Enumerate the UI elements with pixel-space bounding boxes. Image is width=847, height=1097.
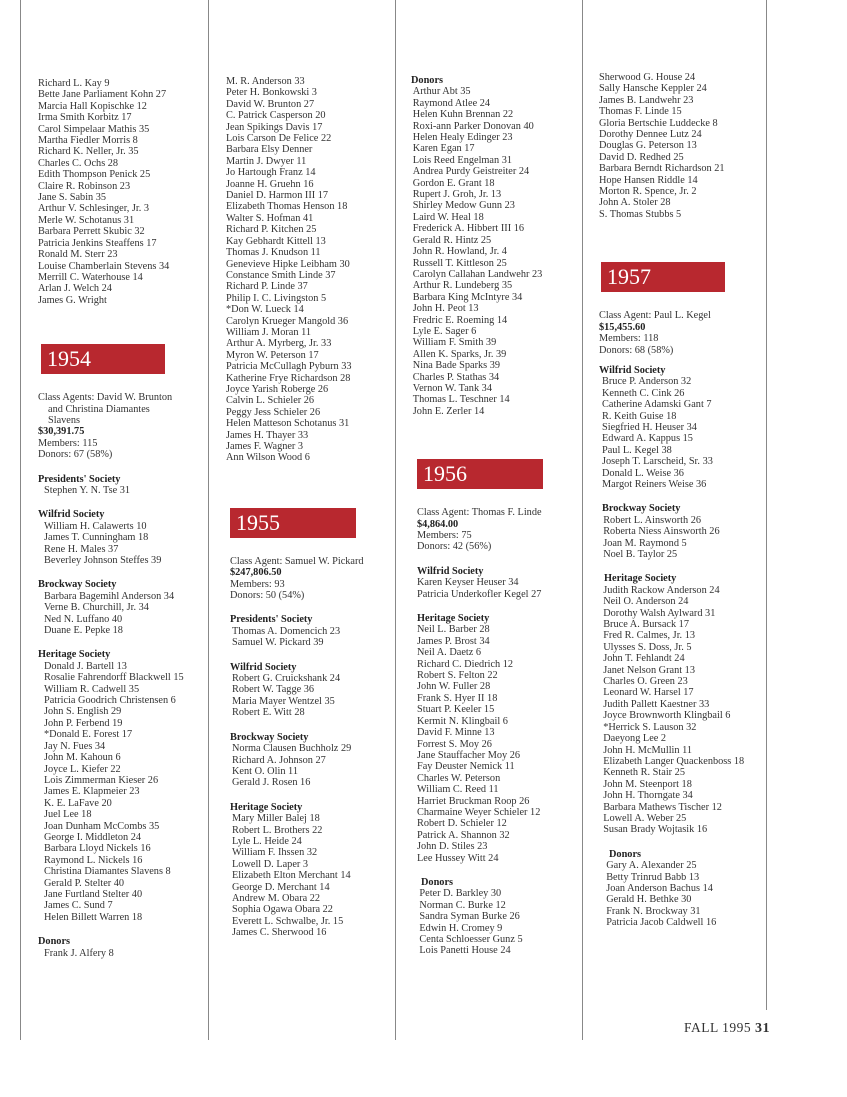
list-item: Charmaine Weyer Schieler 12 bbox=[417, 806, 541, 818]
list-item: Bette Jane Parliament Kohn 27 bbox=[38, 89, 167, 101]
list-item: Judith Pallett Kaestner 33 bbox=[603, 698, 710, 710]
list-item: Lyle L. Heide 24 bbox=[232, 835, 302, 847]
list-item: John W. Fuller 28 bbox=[417, 681, 491, 693]
list-item: *Donald E. Forest 17 bbox=[44, 729, 133, 741]
list-item: Richard P. Kitchen 25 bbox=[226, 224, 317, 236]
list-item: John A. Stoler 28 bbox=[599, 197, 671, 209]
list-item: Laird W. Heal 18 bbox=[412, 211, 484, 223]
class-year-banner: 1956 bbox=[417, 459, 543, 489]
list-item: Stuart P. Keeler 15 bbox=[417, 704, 495, 716]
section-heading: Heritage Society bbox=[230, 801, 303, 813]
members-count: Members: 75 bbox=[417, 530, 472, 541]
list-item: Dorothy Walsh Aylward 31 bbox=[603, 607, 716, 619]
list-item: Lois Carson De Felice 22 bbox=[226, 133, 332, 145]
list-item: Elizabeth Elton Merchant 14 bbox=[232, 870, 351, 882]
list-item: Carol Simpelaar Mathis 35 bbox=[38, 123, 150, 135]
list-item: Patricia Underkofler Kegel 27 bbox=[417, 588, 542, 600]
list-item: Arlan J. Welch 24 bbox=[38, 283, 112, 295]
list-item: Vernon W. Tank 34 bbox=[412, 382, 492, 394]
list-item: Robert G. Cruickshank 24 bbox=[232, 673, 341, 685]
list-item: Gerald P. Stelter 40 bbox=[44, 877, 125, 889]
list-item: Patricia Jacob Caldwell 16 bbox=[606, 917, 717, 929]
list-item: Margot Reiners Weise 36 bbox=[602, 478, 707, 490]
donors-count: Donors: 50 (54%) bbox=[230, 590, 305, 602]
list-item: Raymond Atlee 24 bbox=[412, 97, 491, 109]
list-item: Verne B. Churchill, Jr. 34 bbox=[44, 602, 149, 614]
list-item: Janet Nelson Grant 13 bbox=[603, 664, 695, 676]
list-item: Lee Hussey Witt 24 bbox=[417, 852, 499, 864]
list-item: Daeyong Lee 2 bbox=[603, 733, 667, 745]
name-list bbox=[226, 673, 364, 719]
section-heading: Donors bbox=[38, 936, 71, 948]
name-list bbox=[599, 515, 744, 561]
list-item: Barbara Mathews Tischer 12 bbox=[603, 801, 722, 813]
list-item: James F. Wagner 3 bbox=[226, 441, 304, 452]
list-item: Neil L. Barber 28 bbox=[417, 624, 490, 636]
name-list bbox=[599, 860, 744, 928]
list-item: Sally Hansche Keppler 24 bbox=[599, 83, 707, 95]
list-item: James C. Sherwood 16 bbox=[232, 927, 327, 939]
list-item: Gloria Bertschie Luddecke 8 bbox=[599, 117, 718, 129]
donors-count: Donors: 67 (58%) bbox=[38, 449, 113, 461]
list-item: Robert W. Tagge 36 bbox=[232, 684, 315, 696]
list-item: George D. Merchant 14 bbox=[232, 881, 330, 893]
list-item: Bruce A. Bursack 17 bbox=[603, 619, 689, 631]
list-item: M. R. Anderson 33 bbox=[226, 76, 305, 87]
list-item: Harriet Bruckman Roop 26 bbox=[417, 795, 530, 807]
column-divider bbox=[766, 0, 767, 1010]
column-divider bbox=[582, 0, 583, 1040]
list-item: Stephen Y. N. Tse 31 bbox=[44, 484, 131, 496]
list-item: Ronald M. Sterr 23 bbox=[38, 249, 118, 261]
list-item: Christina Diamantes Slavens 8 bbox=[44, 866, 171, 878]
name-list bbox=[38, 78, 184, 306]
list-item: Elizabeth Langer Quackenboss 18 bbox=[603, 755, 745, 767]
list-item: Constance Smith Linde 37 bbox=[226, 269, 336, 281]
amount-raised: $30,391.75 bbox=[38, 426, 85, 438]
list-item: Daniel D. Harmon III 17 bbox=[226, 190, 329, 202]
name-list bbox=[226, 813, 364, 938]
list-item: James B. Landwehr 23 bbox=[599, 94, 694, 106]
section-heading: Donors bbox=[609, 848, 642, 860]
list-item: James H. Thayer 33 bbox=[226, 429, 309, 441]
donors-count: Donors: 42 (56%) bbox=[417, 541, 492, 553]
column-4 bbox=[599, 72, 744, 929]
list-item: John P. Ferbend 19 bbox=[44, 717, 123, 729]
section-heading: Heritage Society bbox=[604, 573, 677, 585]
section-heading: Wilfrid Society bbox=[230, 661, 297, 673]
list-item: Walter S. Hofman 41 bbox=[226, 212, 314, 224]
name-list bbox=[226, 626, 364, 649]
class-year-banner: 1954 bbox=[41, 344, 165, 374]
members-count: Members: 115 bbox=[38, 437, 98, 449]
list-item: Fred R. Calmes, Jr. 13 bbox=[603, 630, 695, 642]
list-item: Genevieve Hipke Leibham 30 bbox=[226, 258, 350, 270]
list-item: Kenneth R. Stair 25 bbox=[603, 767, 685, 779]
list-item: Catherine Adamski Gant 7 bbox=[602, 399, 712, 411]
list-item: Jane S. Sabin 35 bbox=[38, 192, 107, 204]
list-item: Peggy Jess Schieler 26 bbox=[226, 406, 321, 418]
list-item: and Christina Diamantes bbox=[48, 403, 150, 415]
list-item: Joseph T. Larscheid, Sr. 33 bbox=[602, 456, 713, 468]
list-item: Rene H. Males 37 bbox=[44, 543, 119, 555]
column-3 bbox=[411, 75, 543, 957]
section-heading: Presidents' Society bbox=[230, 614, 313, 626]
list-item: Gary A. Alexander 25 bbox=[606, 860, 697, 872]
list-item: John D. Stiles 23 bbox=[417, 841, 488, 853]
list-item: Gerald J. Rosen 16 bbox=[232, 777, 311, 789]
list-item: Charles W. Peterson bbox=[417, 772, 501, 784]
list-item: Joyce L. Kiefer 22 bbox=[44, 763, 121, 775]
column-2 bbox=[226, 76, 364, 939]
list-item: Richard P. Linde 37 bbox=[226, 281, 308, 293]
list-item: John S. English 29 bbox=[44, 706, 122, 718]
list-item: *Don W. Lueck 14 bbox=[226, 304, 304, 316]
list-item: Gerald R. Hintz 25 bbox=[412, 234, 492, 246]
list-item: Neil O. Anderson 24 bbox=[603, 596, 689, 608]
list-item: Forrest S. Moy 26 bbox=[417, 738, 492, 750]
list-item: Shirley Medow Gunn 23 bbox=[412, 200, 515, 212]
list-item: Carolyn Krueger Mangold 36 bbox=[226, 315, 349, 327]
list-item: James C. Sund 7 bbox=[44, 900, 113, 912]
list-item: Thomas L. Teschner 14 bbox=[412, 394, 510, 406]
name-list bbox=[226, 76, 364, 464]
list-item: Richard K. Neller, Jr. 35 bbox=[38, 146, 139, 158]
column-divider bbox=[395, 0, 396, 1040]
list-item: Jane Stauffacher Moy 26 bbox=[417, 749, 521, 761]
list-item: Arthur R. Lundeberg 35 bbox=[412, 280, 513, 292]
list-item: Barbara Lloyd Nickels 16 bbox=[44, 843, 151, 855]
list-item: Merle W. Schotanus 31 bbox=[38, 214, 135, 226]
section-heading: Brockway Society bbox=[230, 731, 309, 743]
list-item: Joyce Yarish Roberge 26 bbox=[226, 383, 329, 395]
class-agent: Class Agent: Thomas F. Linde bbox=[417, 507, 542, 519]
section-heading: Heritage Society bbox=[417, 613, 490, 625]
list-item: Helen Billett Warren 18 bbox=[44, 911, 143, 923]
section-heading: Brockway Society bbox=[38, 579, 117, 591]
name-list bbox=[599, 585, 744, 836]
list-item: Kenneth C. Cink 26 bbox=[602, 387, 685, 399]
list-item: Lois Reed Engelman 31 bbox=[412, 154, 513, 166]
page-footer bbox=[684, 1020, 770, 1037]
list-item: Claire R. Robinson 23 bbox=[38, 180, 131, 192]
list-item: Fredric E. Roeming 14 bbox=[412, 314, 508, 326]
list-item: R. Keith Guise 18 bbox=[602, 410, 677, 422]
section-heading: Heritage Society bbox=[38, 649, 111, 661]
name-list bbox=[38, 948, 184, 959]
list-item: Barbara Bagemihl Anderson 34 bbox=[44, 590, 175, 602]
list-item: Joan M. Raymond 5 bbox=[603, 537, 687, 549]
list-item: Siegfried H. Heuser 34 bbox=[602, 421, 697, 433]
list-item: Joan Anderson Bachus 14 bbox=[606, 882, 713, 894]
list-item: Roberta Niess Ainsworth 26 bbox=[603, 526, 720, 538]
list-item: Barbara Perrett Skubic 32 bbox=[38, 226, 145, 238]
list-item: K. E. LaFave 20 bbox=[44, 797, 112, 809]
list-item: Sandra Syman Burke 26 bbox=[419, 911, 520, 923]
list-item: Thomas J. Knudson 11 bbox=[226, 247, 321, 259]
list-item: Duane E. Pepke 18 bbox=[44, 625, 123, 637]
list-item: Helen Matteson Schotanus 31 bbox=[226, 418, 350, 430]
section-heading: Donors bbox=[421, 876, 454, 888]
name-list bbox=[411, 577, 543, 600]
name-list bbox=[599, 72, 744, 220]
list-item: Merrill C. Waterhouse 14 bbox=[38, 271, 143, 283]
list-item: Frank S. Hyer II 18 bbox=[417, 692, 498, 704]
list-item: Calvin L. Schieler 26 bbox=[226, 395, 315, 407]
list-item: Kay Gebhardt Kittell 13 bbox=[226, 235, 326, 247]
name-list bbox=[411, 86, 543, 417]
list-item: John M. Kahoun 6 bbox=[44, 752, 121, 764]
list-item: Fay Deuster Nemick 11 bbox=[417, 761, 515, 773]
list-item: Robert L. Brothers 22 bbox=[232, 824, 323, 836]
list-item: Patricia Jenkins Steaffens 17 bbox=[38, 237, 157, 249]
list-item: Juel Lee 18 bbox=[44, 809, 92, 821]
list-item: William R. Cadwell 35 bbox=[44, 683, 140, 695]
list-item: Patrick A. Shannon 32 bbox=[417, 829, 510, 841]
list-item: Jay N. Fues 34 bbox=[44, 740, 106, 752]
list-item: Maria Mayer Wentzel 35 bbox=[232, 695, 335, 707]
list-item: John R. Howland, Jr. 4 bbox=[412, 246, 507, 258]
list-item: Ulysses S. Doss, Jr. 5 bbox=[603, 641, 692, 653]
list-item: Jane Furtland Stelter 40 bbox=[44, 888, 143, 900]
list-item: Russell T. Kittleson 25 bbox=[412, 257, 507, 269]
list-item: William H. Calawerts 10 bbox=[44, 520, 147, 532]
class-agent: Class Agent: Paul L. Kegel bbox=[599, 310, 711, 322]
list-item: Beverley Johnson Steffes 39 bbox=[44, 555, 162, 566]
list-item: Martha Fiedler Morris 8 bbox=[38, 135, 138, 147]
amount-raised: $247,806.50 bbox=[230, 567, 282, 579]
class-agent bbox=[38, 392, 184, 426]
amount-raised: $15,455.60 bbox=[599, 321, 646, 333]
list-item: John H. McMullin 11 bbox=[603, 744, 693, 756]
list-item: Thomas A. Domencich 23 bbox=[232, 625, 341, 637]
section-heading: Donors bbox=[411, 75, 444, 86]
name-list bbox=[38, 485, 184, 496]
list-item: Lois Panetti House 24 bbox=[419, 945, 511, 957]
list-item: David W. Brunton 27 bbox=[226, 98, 315, 110]
list-item: Richard A. Johnson 27 bbox=[232, 754, 326, 766]
list-item: Myron W. Peterson 17 bbox=[226, 349, 319, 361]
class-year-banner: 1955 bbox=[230, 508, 356, 538]
page-number: 31 bbox=[755, 1021, 770, 1036]
amount-raised: $4,864.00 bbox=[417, 518, 459, 530]
list-item: Gerald H. Bethke 30 bbox=[606, 894, 692, 906]
list-item: James E. Klapmeier 23 bbox=[44, 786, 140, 798]
list-item: Class Agents: David W. Brunton bbox=[38, 392, 173, 404]
members-count: Members: 93 bbox=[230, 578, 285, 590]
list-item: Samuel W. Pickard 39 bbox=[232, 637, 324, 649]
name-list bbox=[38, 521, 184, 567]
list-item: Louise Chamberlain Stevens 34 bbox=[38, 260, 170, 272]
column-1 bbox=[38, 78, 184, 959]
list-item: Helen Kuhn Brennan 22 bbox=[412, 109, 514, 121]
list-item: Morton R. Spence, Jr. 2 bbox=[599, 186, 697, 198]
list-item: Martin J. Dwyer 11 bbox=[226, 155, 307, 167]
list-item: Robert L. Ainsworth 26 bbox=[603, 514, 702, 526]
list-item: Frank J. Alfery 8 bbox=[44, 947, 114, 959]
list-item: Everett L. Schwalbe, Jr. 15 bbox=[232, 915, 344, 927]
class-agent: Class Agent: Samuel W. Pickard bbox=[230, 555, 364, 567]
list-item: Gordon E. Grant 18 bbox=[412, 177, 495, 189]
list-item: Karen Keyser Heuser 34 bbox=[417, 577, 519, 589]
list-item: Patricia Goodrich Christensen 6 bbox=[44, 695, 176, 707]
list-item: Frederick A. Hibbert III 16 bbox=[412, 223, 525, 235]
list-item: Joan Dunham McCombs 35 bbox=[44, 820, 160, 832]
donors-count: Donors: 68 (58%) bbox=[599, 344, 674, 356]
list-item: Susan Brady Wojtasik 16 bbox=[603, 824, 708, 836]
list-item: S. Thomas Stubbs 5 bbox=[599, 208, 682, 220]
list-item: Dorothy Dennee Lutz 24 bbox=[599, 129, 702, 141]
list-item: John M. Steenport 18 bbox=[603, 778, 692, 790]
list-item: Peter H. Bonkowski 3 bbox=[226, 87, 317, 99]
list-item: Richard L. Kay 9 bbox=[38, 78, 110, 89]
list-item: William C. Reed 11 bbox=[417, 784, 499, 796]
list-item: Lowell A. Weber 25 bbox=[603, 812, 687, 824]
list-item: Richard C. Diedrich 12 bbox=[417, 658, 514, 670]
list-item: Jean Spikings Davis 17 bbox=[226, 121, 323, 133]
list-item: Charles P. Stathas 34 bbox=[412, 371, 500, 383]
list-item: Robert E. Witt 28 bbox=[232, 707, 305, 719]
list-item: Norman C. Burke 12 bbox=[419, 899, 506, 911]
list-item: James T. Cunningham 18 bbox=[44, 532, 149, 544]
list-item: Elizabeth Thomas Henson 18 bbox=[226, 201, 348, 213]
class-year-banner: 1957 bbox=[601, 262, 725, 292]
list-item: David F. Minne 13 bbox=[417, 727, 495, 739]
list-item: Hope Hansen Riddle 14 bbox=[599, 174, 698, 186]
list-item: Bruce P. Anderson 32 bbox=[602, 376, 692, 388]
list-item: Andrea Purdy Geistreiter 24 bbox=[412, 166, 530, 178]
list-item: Andrew M. Obara 22 bbox=[232, 892, 321, 904]
list-item: William F. Ihssen 32 bbox=[232, 847, 318, 859]
list-item: Betty Trinrud Babb 13 bbox=[606, 871, 700, 883]
list-item: Donald J. Bartell 13 bbox=[44, 660, 127, 672]
list-item: Neil A. Daetz 6 bbox=[417, 647, 482, 659]
list-item: John T. Fehlandt 24 bbox=[603, 653, 685, 665]
list-item: Carolyn Callahan Landwehr 23 bbox=[412, 268, 543, 280]
list-item: Katherine Frye Richardson 28 bbox=[226, 372, 351, 384]
list-item: Norma Clausen Buchholz 29 bbox=[232, 743, 352, 755]
list-item: Rosalie Fahrendorff Blackwell 15 bbox=[44, 672, 184, 684]
list-item: Rupert J. Groh, Jr. 13 bbox=[412, 189, 502, 201]
list-item: Kent O. Olin 11 bbox=[232, 765, 298, 777]
name-list bbox=[411, 888, 543, 956]
list-item: Peter D. Barkley 30 bbox=[419, 888, 502, 900]
list-item: Edith Thompson Penick 25 bbox=[38, 169, 151, 181]
list-item: Arthur Abt 35 bbox=[412, 86, 471, 98]
list-item: Edward A. Kappus 15 bbox=[602, 433, 693, 445]
list-item: Frank N. Brockway 31 bbox=[606, 905, 701, 917]
list-item: Kermit N. Klingbail 6 bbox=[417, 715, 508, 727]
list-item: Karen Egan 17 bbox=[412, 143, 475, 155]
members-count: Members: 118 bbox=[599, 333, 659, 345]
list-item: *Herrick S. Lauson 32 bbox=[603, 721, 697, 733]
list-item: Donald L. Weise 36 bbox=[602, 467, 684, 479]
list-item: Jo Hartough Franz 14 bbox=[226, 167, 316, 179]
list-item: Charles C. Ochs 28 bbox=[38, 157, 119, 169]
list-item: Sophia Ogawa Obara 22 bbox=[232, 904, 333, 916]
list-item: Edwin H. Cromey 9 bbox=[419, 922, 503, 934]
name-list bbox=[38, 591, 184, 637]
list-item: Centa Schloesser Gunz 5 bbox=[419, 934, 523, 945]
list-item: William F. Smith 39 bbox=[412, 337, 497, 349]
list-item: James G. Wright bbox=[38, 294, 107, 306]
list-item: Allen K. Sparks, Jr. 39 bbox=[412, 348, 507, 360]
list-item: Joyce Brownworth Klingbail 6 bbox=[603, 710, 731, 722]
list-item: Patricia McCullagh Pyburn 33 bbox=[226, 361, 352, 373]
list-item: Arthur V. Schlesinger, Jr. 3 bbox=[38, 203, 150, 215]
section-heading: Brockway Society bbox=[602, 503, 681, 515]
list-item: Douglas G. Peterson 13 bbox=[599, 140, 697, 152]
list-item: Roxi-ann Parker Donovan 40 bbox=[412, 120, 534, 132]
list-item: Ann Wilson Wood 6 bbox=[226, 452, 310, 464]
list-item: Slavens bbox=[48, 414, 81, 426]
name-list bbox=[411, 624, 543, 864]
list-item: Barbara Elsy Denner bbox=[226, 144, 313, 156]
list-item: David D. Redhed 25 bbox=[599, 151, 684, 163]
list-item: Barbara Berndt Richardson 21 bbox=[599, 163, 725, 175]
name-list bbox=[226, 743, 364, 789]
list-item: Marcia Hall Kopischke 12 bbox=[38, 100, 147, 112]
issue-label: FALL 1995 bbox=[684, 1020, 752, 1035]
list-item: Leonard W. Harsel 17 bbox=[603, 687, 694, 699]
name-list bbox=[599, 376, 744, 490]
list-item: Lyle E. Sager 6 bbox=[412, 325, 477, 337]
list-item: Charles O. Green 23 bbox=[603, 676, 688, 688]
list-item: Arthur A. Myrberg, Jr. 33 bbox=[226, 338, 332, 350]
list-item: C. Patrick Casperson 20 bbox=[226, 110, 326, 122]
list-item: Judith Rackow Anderson 24 bbox=[603, 584, 720, 596]
list-item: Robert S. Felton 22 bbox=[417, 670, 498, 682]
list-item: John E. Zerler 14 bbox=[412, 405, 485, 417]
list-item: Mary Miller Balej 18 bbox=[232, 813, 320, 825]
list-item: William J. Moran 11 bbox=[226, 326, 311, 338]
list-item: Robert D. Schieler 12 bbox=[417, 818, 507, 830]
list-item: Paul L. Kegel 38 bbox=[602, 444, 672, 456]
list-item: Irma Smith Korbitz 17 bbox=[38, 112, 132, 124]
section-heading: Wilfrid Society bbox=[38, 509, 105, 521]
list-item: Raymond L. Nickels 16 bbox=[44, 854, 143, 866]
list-item: Sherwood G. House 24 bbox=[599, 72, 696, 83]
list-item: George I. Middleton 24 bbox=[44, 831, 142, 843]
list-item: James P. Brost 34 bbox=[417, 635, 490, 647]
list-item: Ned N. Luffano 40 bbox=[44, 613, 123, 625]
list-item: Thomas F. Linde 15 bbox=[599, 106, 682, 118]
column-divider bbox=[208, 0, 209, 1040]
list-item: Philip I. C. Livingston 5 bbox=[226, 292, 327, 304]
list-item: Lowell D. Laper 3 bbox=[232, 858, 309, 870]
column-divider bbox=[20, 0, 21, 1040]
section-heading: Wilfrid Society bbox=[599, 364, 666, 376]
name-list bbox=[38, 661, 184, 923]
list-item: Barbara King McIntyre 34 bbox=[412, 291, 523, 303]
list-item: Lois Zimmerman Kieser 26 bbox=[44, 774, 159, 786]
section-heading: Presidents' Society bbox=[38, 473, 121, 485]
list-item: Nina Bade Sparks 39 bbox=[412, 360, 501, 372]
list-item: Helen Healy Edinger 23 bbox=[412, 132, 513, 144]
list-item: John H. Thorngate 34 bbox=[603, 790, 693, 802]
list-item: Noel B. Taylor 25 bbox=[603, 549, 678, 560]
list-item: John H. Peot 13 bbox=[412, 303, 479, 315]
section-heading: Wilfrid Society bbox=[417, 565, 484, 577]
list-item: Joanne H. Gruehn 16 bbox=[226, 178, 314, 190]
